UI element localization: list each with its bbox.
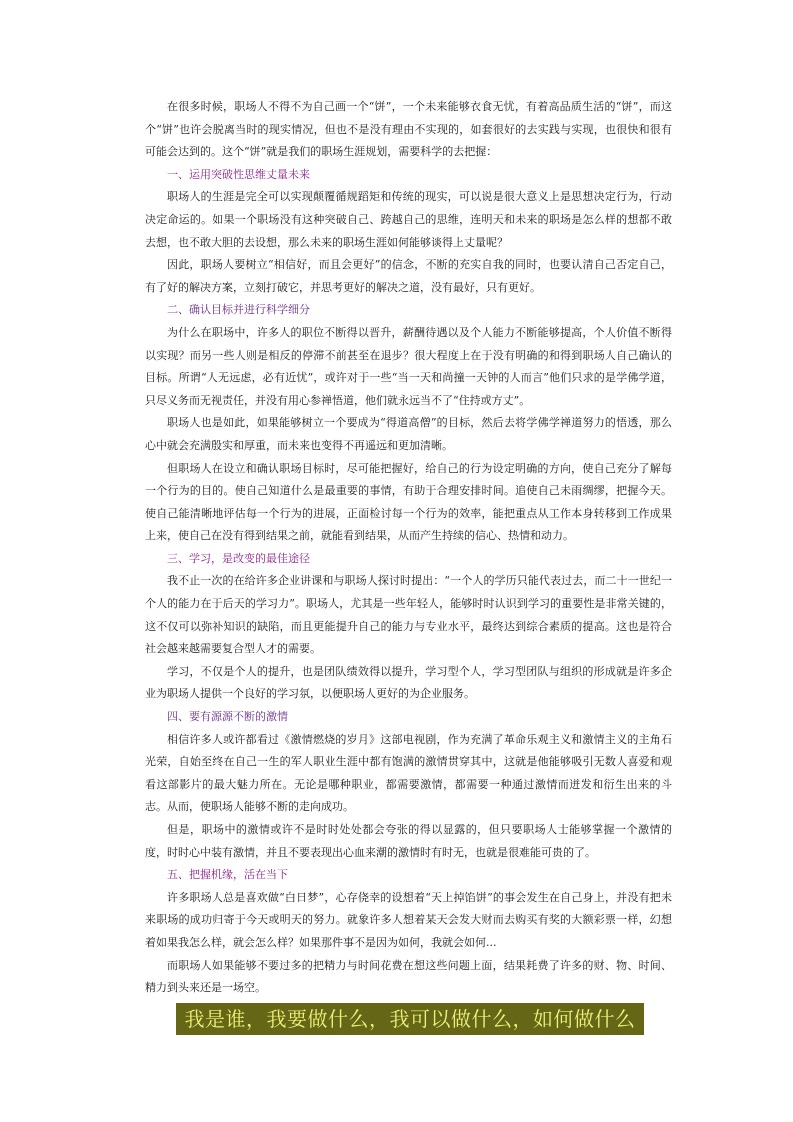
body-paragraph: 但是，职场中的激情或许不是时时处处都会夸张的得以显露的，但只要职场人士能够掌握一个激情的度，时时心中装有激情，并且不要表现出心血来潮的激情时有时无，也就是很难能可贵的了。 <box>145 823 672 859</box>
section-heading: 五、把握机缘，活在当下 <box>167 868 288 882</box>
section-heading: 二、确认目标并进行科学细分 <box>167 303 310 317</box>
body-paragraph: 许多职场人总是喜欢做“白日梦”，心存侥幸的设想着“天上掉馅饼”的事会发生在自己身上，并没有把未来职场的成功归寄于今天或明天的努力。就象许多人想着某天会发大财而去购买有奖的大额彩票一样，幻想着如果我怎么样，就会怎么样？如果那件事不是因为如何，我就会如何... <box>145 890 672 949</box>
intro-paragraph: 在很多时候，职场人不得不为自己画一个“饼”，一个未来能够衣食无忧，有着高品质生活的“饼”，而这个“饼”也许会脱离当时的现实情况，但也不是没有理由不实现的，如套很好的去实践与实现，也很快和很有可能会达到的。这个“饼”就是我们的职场生涯规划，需要科学的去把握： <box>145 100 672 159</box>
body-paragraph: 职场人的生涯是完全可以实现颠覆循规蹈矩和传统的现实，可以说是很大意义上是思想决定行为，行动决定命运的。如果一个职场没有这种突破自己、跨越自己的思维，连明天和未来的职场是怎么样的想都不敢去想，也不敢大胆的去设想，那么未来的职场生涯如何能够谈得上丈量呢？ <box>145 190 672 249</box>
section-heading: 一、运用突破性思维丈量未来 <box>167 167 310 181</box>
slogan-banner <box>176 1003 644 1035</box>
section-heading: 三、学习，是改变的最佳途径 <box>167 551 310 565</box>
body-paragraph: 而职场人如果能够不要过多的把精力与时间花费在想这些问题上面，结果耗费了许多的财、物、时间、精力到头来还是一场空。 <box>145 958 672 995</box>
section-1 <box>145 164 672 300</box>
body-paragraph: 职场人也是如此，如果能够树立一个要成为“得道高僧”的目标，然后去将学佛学禅道努力的悟透，那么心中就会充满殷实和厚重，而未来也变得不再遥远和更加清晰。 <box>145 416 672 452</box>
body-paragraph: 为什么在职场中，许多人的职位不断得以晋升，薪酬待遇以及个人能力不断能够提高，个人价值不断得以实现？而另一些人则是相反的停滞不前甚至在退步？很大程度上在于没有明确的和得到职场人自己确认的目标。所谓“人无远虑，必有近忧”，或许对于一些“当一天和尚撞一天钟的人而言”他们只求的是学佛学道，只尽义务而无视责任，并没有用心参禅悟道，他们就永远当不了“住持或方丈”。 <box>145 325 672 407</box>
body-paragraph: 我不止一次的在给许多企业讲课和与职场人探讨时提出：“一个人的学历只能代表过去，而二十一世纪一个人的能力在于后天的学习力”。职场人，尤其是一些年轻人，能够时时认识到学习的重要性是非常关键的，这不仅可以弥补知识的缺陷，而且更能提升自己的能力与专业水平，最终达到综合素质的提高。这也是符合社会越来越需要复合型人才的需要。 <box>145 574 672 656</box>
slogan-text: 我是谁，我要做什么，我可以做什么，如何做什么 <box>176 1003 644 1035</box>
body-paragraph: 因此，职场人要树立“相信好，而且会更好”的信念，不断的充实自我的同时，也要认清自己否定自己，有了好的解决方案，立刻打破它，并思考更好的解决之道，没有最好，只有更好。 <box>145 258 672 294</box>
body-paragraph: 但职场人在设立和确认职场目标时，尽可能把握好，给自己的行为设定明确的方向，使自己充分了解每一个行为的目的。使自己知道什么是最重要的事情，有助于合理安排时间。追使自己未雨绸缪，把握今天。使自己能清晰地评估每一个行为的进展，正面检讨每一个行为的效率，能把重点从工作本身转移到工作成果上来，使自己在没有得到结果之前，就能看到结果，从而产生持续的信心、热情和动力。 <box>145 461 672 543</box>
section-5 <box>145 864 672 1000</box>
section-2 <box>145 299 672 548</box>
section-heading: 四、要有源源不断的激情 <box>167 710 288 724</box>
section-4 <box>145 706 672 864</box>
body-paragraph: 学习，不仅是个人的提升，也是团队绩效得以提升，学习型个人，学习型团队与组织的形成就是许多企业为职场人提供一个良好的学习氛，以便职场人更好的为企业服务。 <box>145 664 672 701</box>
document-page <box>145 96 672 1035</box>
body-paragraph: 相信许多人或许都看过《激情燃烧的岁月》这部电视剧，作为充满了革命乐观主义和激情主义的主角石光荣，自始至终在自己一生的军人职业生涯中都有饱满的激情贯穿其中，这就是他能够吸引无数人喜爱和观看这部影片的最大魅力所在。无论是哪种职业，都需要激情，都需要一种通过激情而迸发和衍生出来的斗志。从而，使职场人能够不断的走向成功。 <box>145 732 672 814</box>
section-3 <box>145 548 672 706</box>
